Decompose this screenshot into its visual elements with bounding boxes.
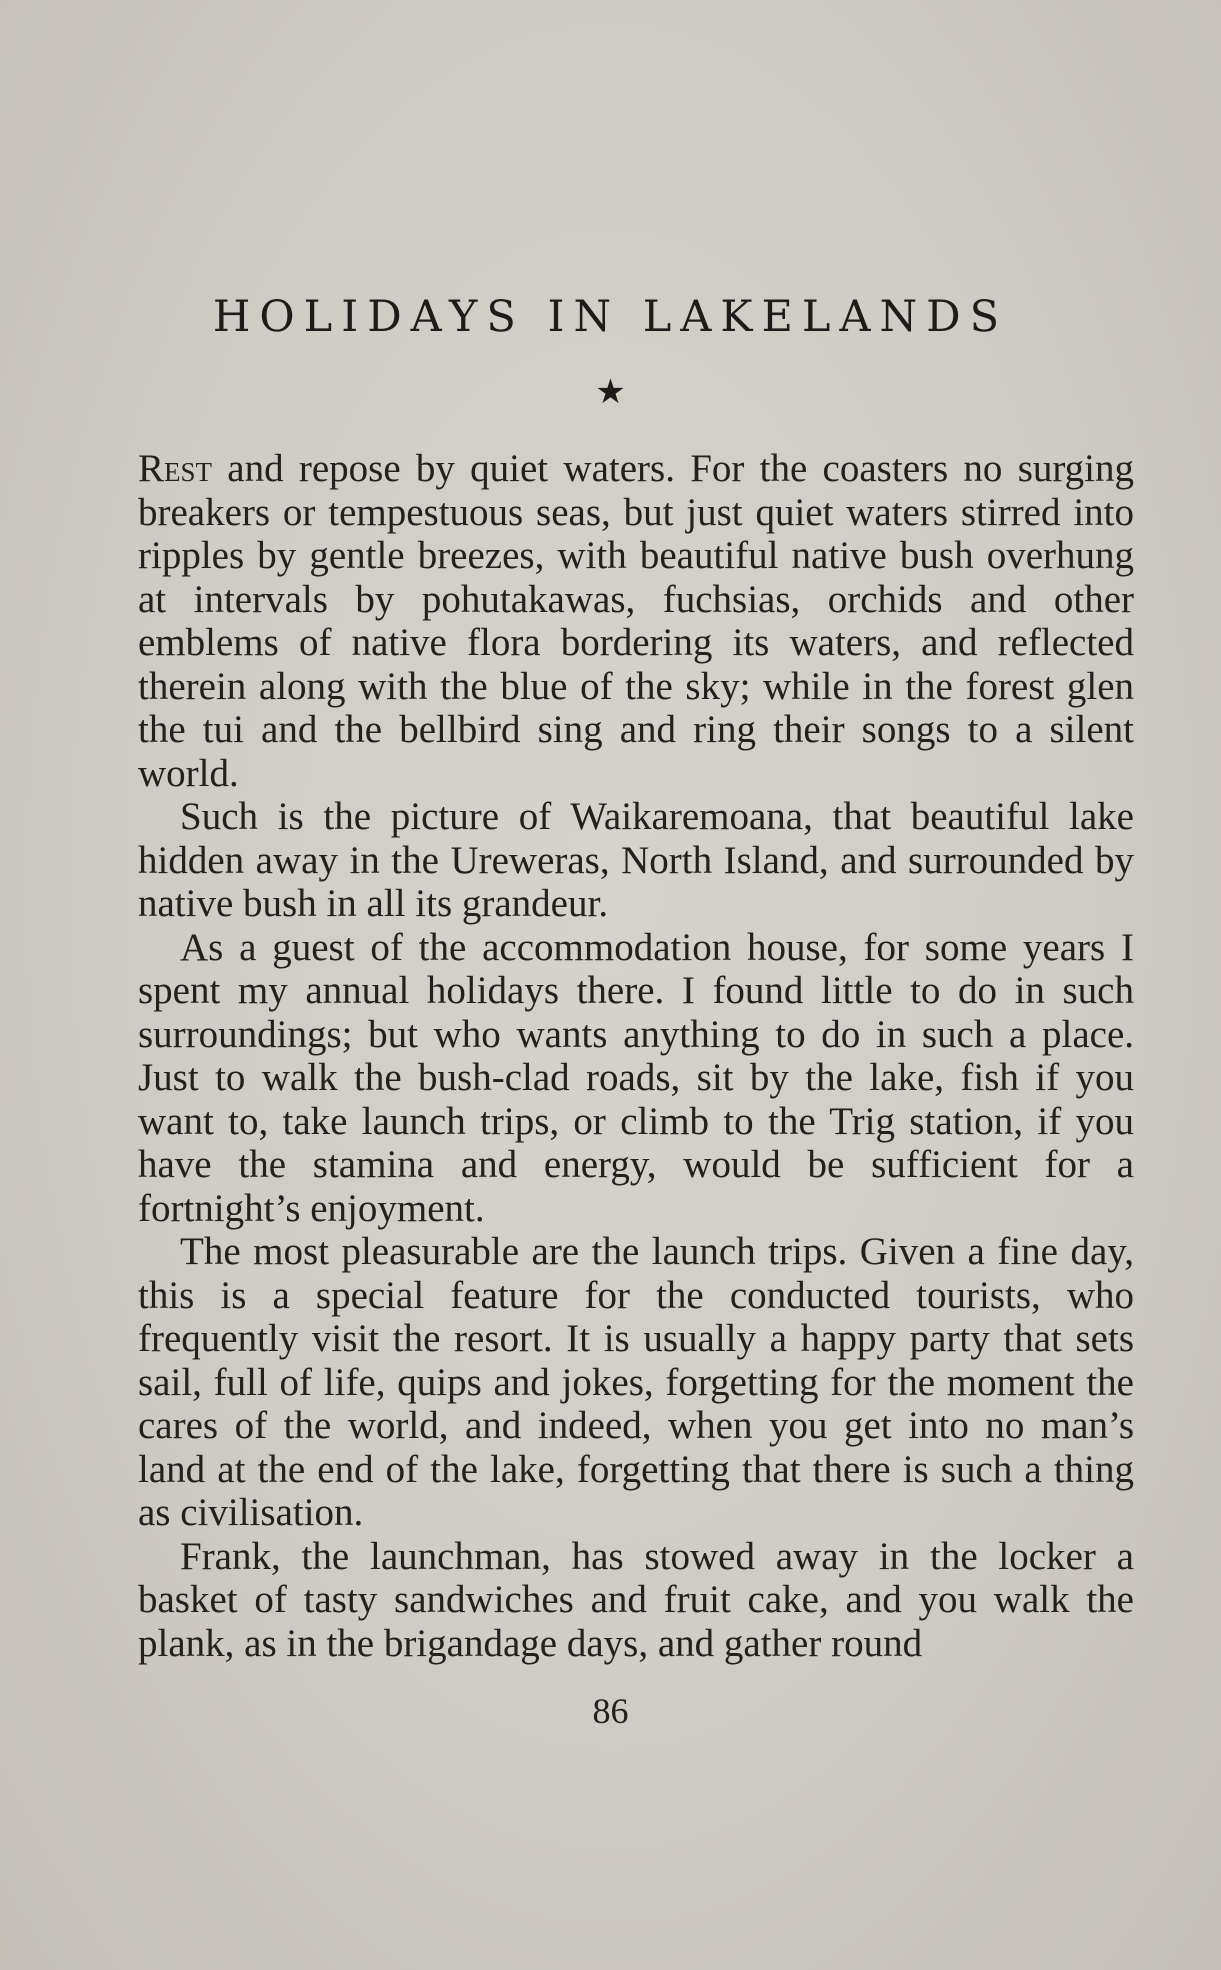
paragraph-3: As a guest of the accommodation house, for some years I spent my annual holidays there. I found little to do in such surroundings; but who wants anything to do in such a place. Just to walk the bush-clad roads, sit by the lake, fish if you want to, take launch trips, or climb to the Trig station, if you have the stamina and energy, would be sufficient for a fortnight’s enjoyment. <box>138 925 1134 1230</box>
body-text <box>138 447 1134 1665</box>
paragraph-1 <box>138 447 1134 795</box>
paragraph-5: Frank, the launchman, has stowed away in the locker a basket of tasty sandwiches and fruit cake, and you walk the plank, as in the brigandage days, and gather round <box>138 1534 1134 1665</box>
chapter-title: HOLIDAYS IN LAKELANDS <box>212 292 1009 342</box>
page-number: 86 <box>592 1691 629 1731</box>
paragraph-1-text: and repose by quiet waters. For the coasters no surging breakers or tempestuous seas, but just quiet waters stirred into ripples by gentle breezes, with beautiful native bush overhung at intervals by pohutakawas, fuchsias, orchids and other emblems of native flora bordering its waters, and reflected therein along with the blue of the sky; while in the forest glen the tui and the bellbird sing and ring their songs to a silent world. <box>138 447 1134 795</box>
paragraph-2: Such is the picture of Waikaremoana, that beautiful lake hidden away in the Ureweras, North Island, and surrounded by native bush in all its grandeur. <box>138 795 1134 925</box>
drop-lead-word: Rest <box>138 447 213 490</box>
paragraph-4: The most pleasurable are the launch trips. Given a fine day, this is a special feature for the conducted tourists, who frequently visit the resort. It is usually a happy party that sets sail, full of life, quips and jokes, forgetting for the moment the cares of the world, and indeed, when you get into no man’s land at the end of the lake, forgetting that there is such a thing as civilisation. <box>138 1230 1134 1534</box>
star-ornament-icon: ★ <box>595 372 626 412</box>
